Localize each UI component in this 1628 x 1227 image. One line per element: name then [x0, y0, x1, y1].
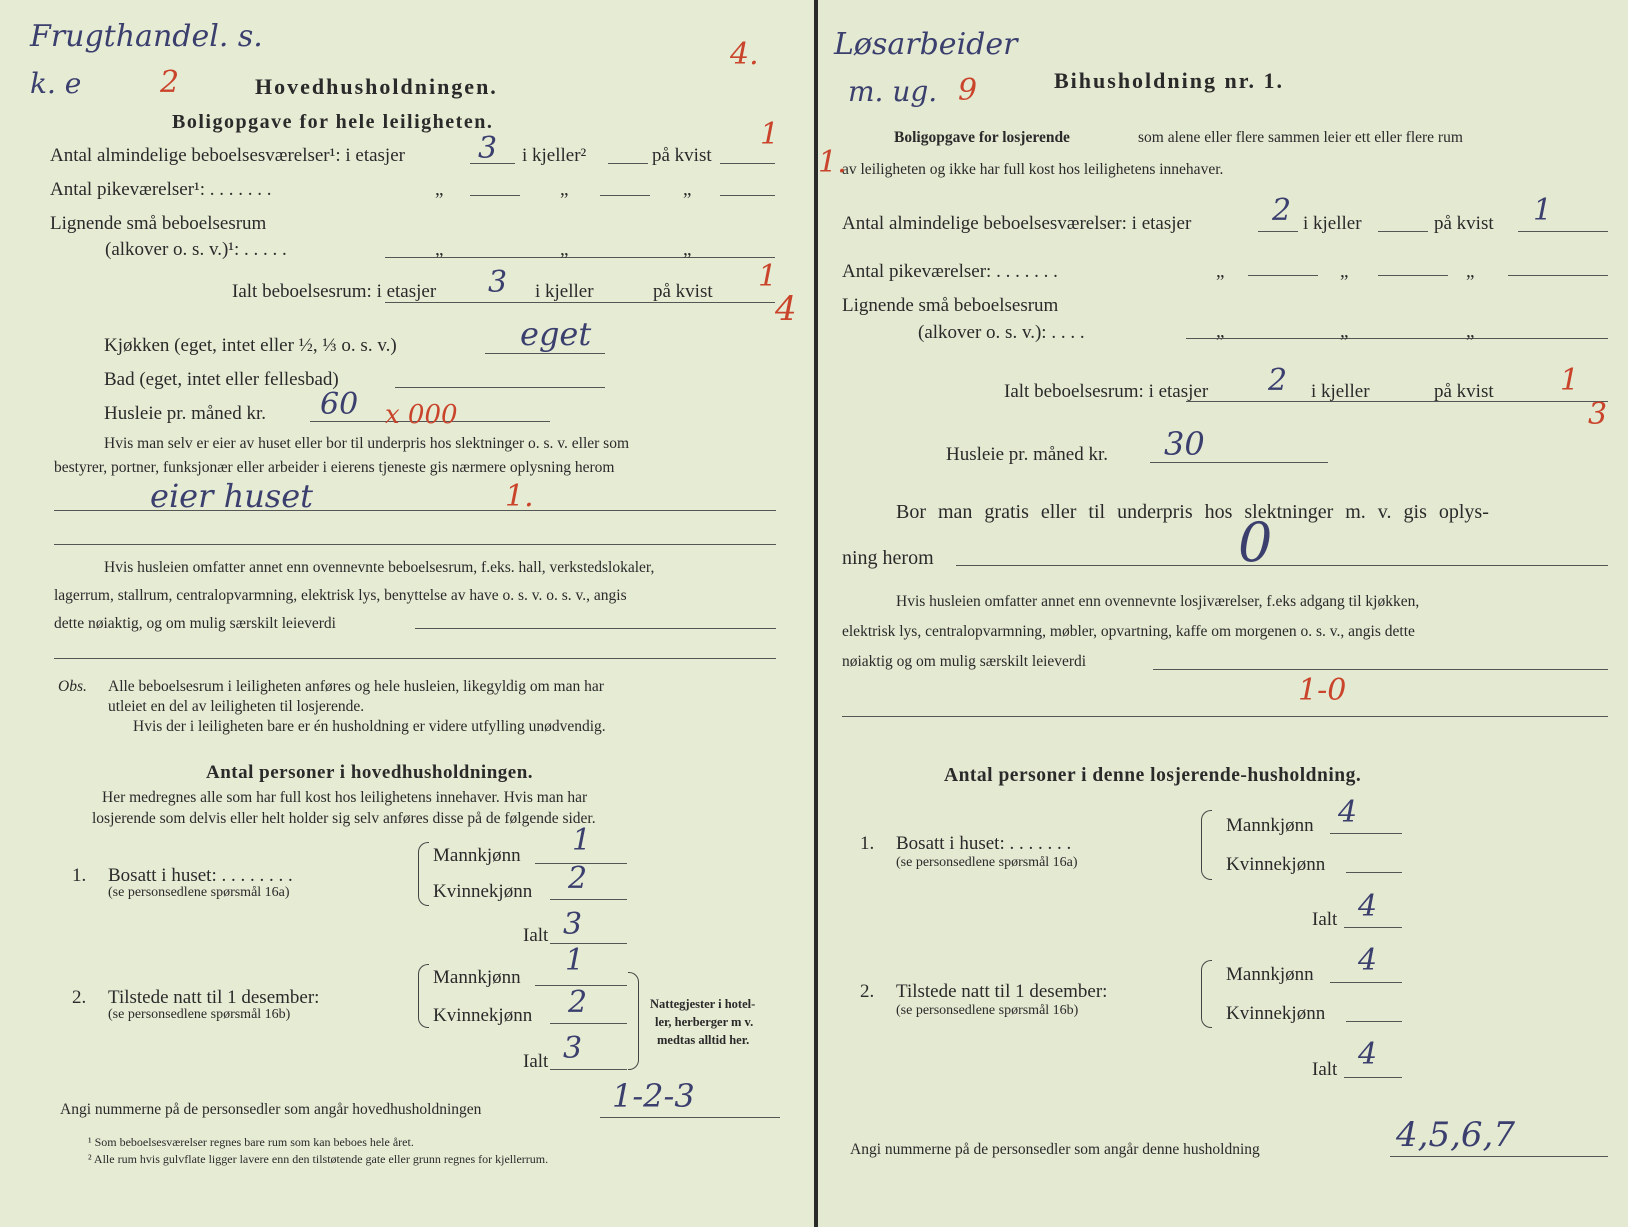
- q1-mann-label: Mannkjønn: [433, 845, 521, 866]
- rooms-kvist-value: 1: [1533, 193, 1553, 228]
- alkover-label: Lignende små beboelsesrum: [842, 295, 1059, 316]
- q1-ialt-label: Ialt: [523, 925, 549, 946]
- handwritten-red-number: 9: [958, 73, 978, 108]
- q1-ialt-label: Ialt: [1312, 909, 1338, 930]
- q2-mann-value: 4: [1358, 943, 1378, 978]
- omfatter-text-3: nøiaktig og om mulig særskilt leieverdi: [842, 653, 1087, 670]
- ditto-mark: „: [683, 179, 692, 200]
- ditto-mark: „: [1216, 261, 1225, 282]
- persons-text-2: losjerende som delvis eller helt holder sig selv anføres disse på de følgende sider.: [92, 810, 596, 827]
- q2-mann-label: Mannkjønn: [433, 967, 521, 988]
- bad-label: Bad (eget, intet eller fellesbad): [104, 369, 339, 390]
- nattegjester-note-2: ler, herberger m v.: [655, 1015, 754, 1029]
- page-subtitle: Boligopgave for hele leiligheten.: [172, 111, 494, 133]
- eier-value: eier huset: [150, 477, 314, 515]
- handwritten-note: m. ug.: [848, 75, 938, 108]
- q1-ialt-value: 4: [1358, 889, 1378, 924]
- q2-kvinne-label: Kvinnekjønn: [1226, 1003, 1326, 1024]
- husleie-label: Husleie pr. måned kr.: [946, 444, 1108, 465]
- page-title: Bihusholdning nr. 1.: [1054, 68, 1284, 93]
- ditto-mark: „: [1340, 261, 1349, 282]
- husleie-red-note: x 000: [385, 400, 458, 430]
- q2-label: Tilstede natt til 1 desember:: [896, 981, 1108, 1002]
- alkover-sublabel: (alkover o. s. v.)¹: . . . . .: [105, 239, 287, 260]
- ialt-rooms-label: Ialt beboelsesrum: i etasjer: [232, 281, 437, 302]
- ditto-mark: „: [683, 239, 692, 260]
- q1-mann-value: 1: [572, 823, 592, 858]
- intro-text-1: som alene eller flere sammen leier ett eller flere rum: [1138, 129, 1463, 146]
- kvist-label: på kvist: [1434, 213, 1494, 234]
- eier-instructions-2: bestyrer, portner, funksjonær eller arbeider i eierens tjeneste gis nærmere oplysning herom: [54, 459, 615, 476]
- footnote-2: ² Alle rum hvis gulvflate ligger lavere enn den tilstøtende gate eller grunn regnes for kjellerrum.: [88, 1152, 549, 1166]
- ialt-kvist-value: 1: [1560, 363, 1580, 398]
- angi-label: Angi nummerne på de personsedler som angår hovedhusholdningen: [60, 1101, 482, 1118]
- persons-text-1: Her medregnes alle som har full kost hos leilighetens innehaver. Hvis man har: [102, 789, 588, 806]
- eier-instructions-1: Hvis man selv er eier av huset eller bor til underpris hos slektninger o. s. v. eller som: [104, 435, 630, 452]
- omfatter-text-3: dette nøiaktig, og om mulig særskilt leieverdi: [54, 615, 336, 632]
- rooms-label: Antal almindelige beboelsesværelser: i etasjer: [842, 213, 1192, 234]
- q1-label: Bosatt i huset: . . . . . . . .: [108, 865, 293, 886]
- ditto-mark: „: [1466, 261, 1475, 282]
- q1-kvinne-label: Kvinnekjønn: [433, 881, 533, 902]
- footnote-1: ¹ Som beboelsesværelser regnes bare rum som kan beboes hele året.: [88, 1135, 414, 1149]
- q2-kvinne-value: 2: [568, 985, 588, 1020]
- q2-mann-label: Mannkjønn: [1226, 964, 1314, 985]
- kjokken-value: eget: [520, 315, 592, 353]
- q1-kvinne-value: 2: [568, 861, 588, 896]
- obs-text-3: Hvis der i leiligheten bare er én husholdning er videre utfylling unødvendig.: [133, 718, 606, 735]
- q2-ialt-value: 3: [563, 1031, 583, 1066]
- ditto-mark: „: [435, 179, 444, 200]
- q1-number: 1.: [860, 833, 875, 854]
- ditto-mark: „: [1340, 321, 1349, 342]
- angi-value: 1-2-3: [612, 1077, 695, 1115]
- angi-value: 4,5,6,7: [1396, 1115, 1515, 1155]
- persons-section-title: Antal personer i denne losjerende-husholdning.: [944, 765, 1362, 786]
- kjeller-label: i kjeller: [1303, 213, 1362, 234]
- right-page: [818, 0, 1628, 1227]
- husleie-value: 30: [1164, 425, 1205, 463]
- obs-text-2: utleiet en del av leiligheten til losjerende.: [108, 698, 365, 715]
- omfatter-text-1: Hvis husleien omfatter annet enn ovennevnte losjiværelser, f.eks adgang til kjøkken,: [896, 593, 1420, 610]
- q2-mann-value: 1: [565, 943, 585, 978]
- handwritten-occupation: Løsarbeider: [834, 27, 1018, 62]
- q1-mann-value: 4: [1338, 795, 1358, 830]
- intro-bold: Boligopgave for losjerende: [894, 129, 1070, 146]
- omfatter-text-2: lagerrum, stallrum, centralopvarmning, elektrisk lys, benyttelse av have o. s. v. o. s. v., angis: [54, 587, 627, 604]
- ialt-etasjer-value: 3: [488, 265, 508, 300]
- kvist-label: på kvist: [652, 145, 712, 166]
- q2-ialt-label: Ialt: [523, 1051, 549, 1072]
- q2-label: Tilstede natt til 1 desember:: [108, 987, 320, 1008]
- alkover-sublabel: (alkover o. s. v.): . . . .: [918, 322, 1085, 343]
- omfatter-red-value: 1-0: [1298, 673, 1347, 708]
- ditto-mark: „: [560, 179, 569, 200]
- handwritten-occupation: Frugthandel. s.: [30, 19, 263, 54]
- handwritten-note: k. e: [30, 67, 82, 100]
- rooms-etasjer-value: 2: [1272, 193, 1292, 228]
- pikevaerelser-label: Antal pikeværelser: . . . . . . .: [842, 261, 1058, 282]
- q2-number: 2.: [72, 987, 87, 1008]
- kjokken-label: Kjøkken (eget, intet eller ½, ⅓ o. s. v.): [104, 335, 397, 356]
- q1-mann-label: Mannkjønn: [1226, 815, 1314, 836]
- page-title: Hovedhusholdningen.: [255, 74, 498, 99]
- gratis-text-1: Bor man gratis eller til underpris hos slektninger m. v. gis oplys-: [896, 501, 1489, 523]
- q1-label: Bosatt i huset: . . . . . . .: [896, 833, 1072, 854]
- ditto-mark: „: [1216, 321, 1225, 342]
- q2-ialt-label: Ialt: [1312, 1059, 1338, 1080]
- obs-label: Obs.: [58, 678, 87, 695]
- intro-text-2: av leiligheten og ikke har full kost hos leilighetens innehaver.: [842, 161, 1224, 178]
- intro-red-mark: 1.: [818, 145, 847, 180]
- persons-section-title: Antal personer i hovedhusholdningen.: [206, 762, 534, 783]
- omfatter-text-1: Hvis husleien omfatter annet enn ovennevnte beboelsesrum, f.eks. hall, verkstedslokaler,: [104, 559, 655, 576]
- q2-ialt-value: 4: [1358, 1037, 1378, 1072]
- angi-label: Angi nummerne på de personsedler som angår denne husholdning: [850, 1141, 1260, 1158]
- kvist-label: på kvist: [653, 281, 713, 302]
- ialt-rooms-label: Ialt beboelsesrum: i etasjer: [1004, 381, 1209, 402]
- kjeller-label: i kjeller²: [522, 145, 587, 166]
- nattegjester-note-3: medtas alltid her.: [657, 1033, 750, 1047]
- alkover-label: Lignende små beboelsesrum: [50, 213, 267, 234]
- q2-sublabel: (se personsedlene spørsmål 16b): [896, 1003, 1079, 1018]
- omfatter-text-2: elektrisk lys, centralopvarmning, møbler, opvartning, kaffe om morgenen o. s. v., angis dette: [842, 623, 1415, 640]
- eier-red-mark: 1.: [505, 479, 534, 514]
- q1-sublabel: (se personsedlene spørsmål 16a): [896, 855, 1078, 870]
- rooms-label: Antal almindelige beboelsesværelser¹: i etasjer: [50, 145, 405, 166]
- ialt-red-total: 4: [775, 289, 797, 329]
- handwritten-red-mark: 4.: [730, 37, 759, 72]
- q1-kvinne-label: Kvinnekjønn: [1226, 854, 1326, 875]
- kjeller-label: i kjeller: [1311, 381, 1370, 402]
- husleie-label: Husleie pr. måned kr.: [104, 403, 266, 424]
- obs-text-1: Alle beboelsesrum i leiligheten anføres og hele husleien, likegyldig om man har: [108, 678, 604, 695]
- ialt-red-total: 3: [1588, 397, 1608, 432]
- q1-sublabel: (se personsedlene spørsmål 16a): [108, 885, 290, 900]
- q1-ialt-value: 3: [563, 907, 583, 942]
- husleie-value: 60: [320, 387, 359, 422]
- pikevaerelser-label: Antal pikeværelser¹: . . . . . . .: [50, 179, 272, 200]
- ialt-kvist-value: 1: [758, 259, 778, 294]
- q2-kvinne-label: Kvinnekjønn: [433, 1005, 533, 1026]
- q2-number: 2.: [860, 981, 875, 1002]
- q1-number: 1.: [72, 865, 87, 886]
- q2-sublabel: (se personsedlene spørsmål 16b): [108, 1007, 291, 1022]
- nattegjester-note-1: Nattegjester i hotel-: [650, 997, 756, 1011]
- ditto-mark: „: [560, 239, 569, 260]
- ialt-etasjer-value: 2: [1268, 363, 1288, 398]
- kvist-label: på kvist: [1434, 381, 1494, 402]
- rooms-etasjer-value: 3: [478, 131, 498, 166]
- kjeller-label: i kjeller: [535, 281, 594, 302]
- gratis-text-2: ning herom: [842, 547, 934, 569]
- ditto-mark: „: [435, 239, 444, 260]
- ditto-mark: „: [1466, 321, 1475, 342]
- rooms-kvist-value: 1: [760, 117, 780, 152]
- handwritten-red-number: 2: [160, 65, 180, 100]
- gratis-value: 0: [1238, 511, 1273, 574]
